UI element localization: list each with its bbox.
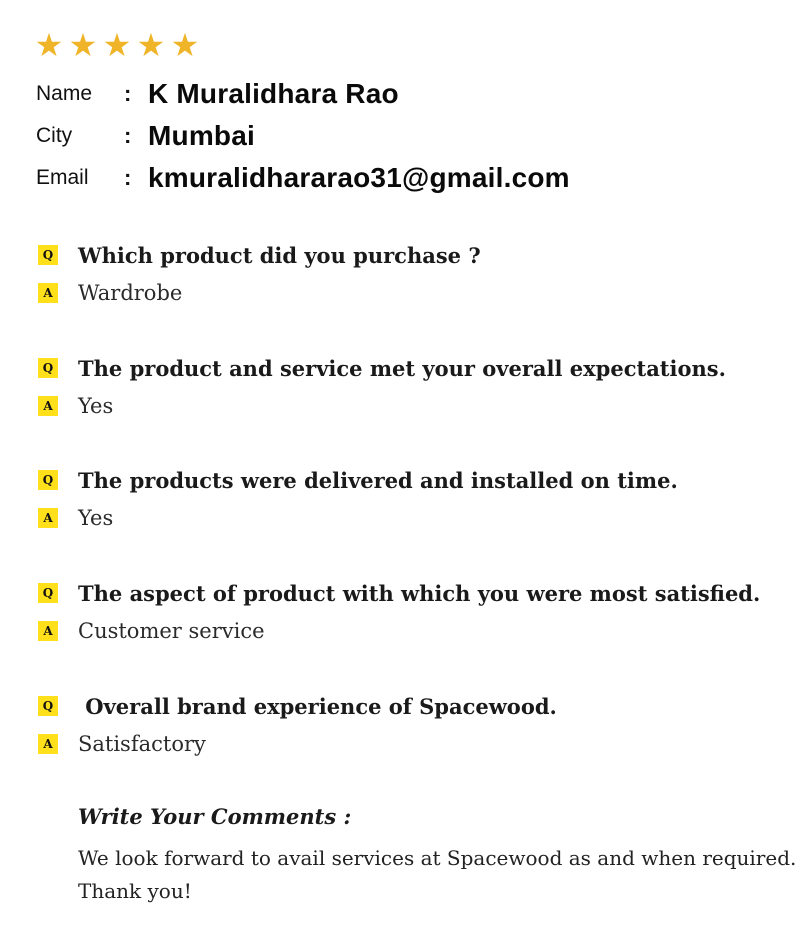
- question-3: [38, 464, 678, 496]
- city-row: [36, 116, 255, 156]
- question-2: [38, 352, 726, 384]
- answer-text: Customer service: [78, 619, 265, 643]
- name-row: [36, 74, 399, 114]
- answer-badge: A: [38, 283, 58, 303]
- answer-text: Yes: [78, 506, 114, 530]
- answer-badge: A: [38, 621, 58, 641]
- question-text: Which product did you purchase ?: [78, 242, 481, 268]
- question-5: [38, 690, 557, 722]
- star-rating: [32, 28, 202, 62]
- answer-text: Yes: [78, 394, 114, 418]
- question-1: [38, 239, 481, 271]
- answer-badge: A: [38, 508, 58, 528]
- star-icon: ★: [68, 26, 98, 64]
- name-label: Name: [36, 82, 93, 105]
- answer-text: Satisfactory: [78, 732, 206, 756]
- city-label: City: [36, 124, 73, 147]
- email-row: [36, 158, 570, 198]
- answer-2: [38, 390, 113, 422]
- comments-heading: Write Your Comments :: [78, 804, 352, 829]
- answer-1: [38, 277, 182, 309]
- question-text: The product and service met your overall expectations.: [78, 355, 726, 381]
- email-separator: :: [124, 165, 132, 190]
- star-icon: ★: [34, 26, 64, 64]
- question-text: Overall brand experience of Spacewood.: [78, 693, 557, 719]
- name-separator: :: [124, 81, 132, 106]
- name-value: K Muralidhara Rao: [148, 78, 399, 109]
- question-badge: Q: [38, 583, 58, 603]
- answer-3: [38, 502, 113, 534]
- answer-text: Wardrobe: [78, 281, 183, 305]
- email-label: Email: [36, 166, 89, 189]
- question-text: The aspect of product with which you were most satisfied.: [78, 580, 761, 606]
- question-badge: Q: [38, 696, 58, 716]
- email-value: kmuralidhararao31@gmail.com: [148, 162, 570, 193]
- question-badge: Q: [38, 358, 58, 378]
- answer-4: [38, 615, 265, 647]
- question-4: [38, 577, 760, 609]
- answer-5: [38, 728, 206, 760]
- city-separator: :: [124, 123, 132, 148]
- city-value: Mumbai: [148, 120, 255, 151]
- answer-badge: A: [38, 734, 58, 754]
- star-icon: ★: [102, 26, 132, 64]
- star-icon: ★: [136, 26, 166, 64]
- star-icon: ★: [170, 26, 200, 64]
- question-text: The products were delivered and installed on time.: [78, 467, 678, 493]
- question-badge: Q: [38, 470, 58, 490]
- comments-text: We look forward to avail services at Spacewood as and when required. Thank you!: [78, 846, 797, 903]
- answer-badge: A: [38, 396, 58, 416]
- question-badge: Q: [38, 245, 58, 265]
